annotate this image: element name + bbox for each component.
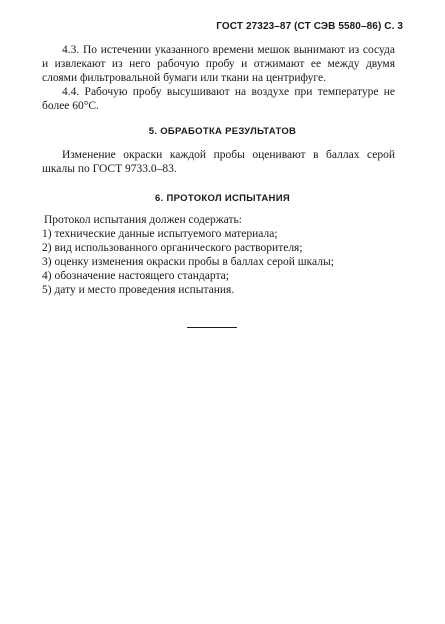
section-6-body	[42, 213, 395, 297]
protocol-intro: Протокол испытания должен содержать:	[44, 214, 242, 226]
protocol-list	[42, 227, 395, 297]
page-header: ГОСТ 27323–87 (СТ СЭВ 5580–86) С. 3	[216, 21, 403, 32]
section-5-text: Изменение окраски каждой пробы оценивают в баллах серой шкалы по ГОСТ 9733.0–83.	[42, 149, 395, 175]
list-item: 1) технические данные испытуемого материала;	[42, 228, 278, 240]
section-5-title: 5. ОБРАБОТКА РЕЗУЛЬТАТОВ	[148, 126, 297, 137]
end-divider	[187, 327, 237, 328]
section-6-title: 6. ПРОТОКОЛ ИСПЫТАНИЯ	[155, 193, 290, 204]
list-item: 3) оценку изменения окраски пробы в баллах серой шкалы;	[42, 256, 334, 268]
clause-4-3: 4.3. По истечении указанного времени мешок вынимают из сосуда и извлекают из него рабочую пробу и отжимают ее между двумя слоями фильтровальной бумаги или ткани на центрифуге.	[42, 44, 395, 84]
clause-4-4: 4.4. Рабочую пробу высушивают на воздухе при температуре не более 60°С.	[42, 86, 395, 112]
section-5-body	[42, 148, 395, 176]
list-item: 2) вид использованного органического растворителя;	[42, 242, 303, 254]
clauses-4-3-4-4	[42, 43, 395, 113]
list-item: 4) обозначение настоящего стандарта;	[42, 270, 229, 282]
list-item: 5) дату и место проведения испытания.	[42, 284, 235, 296]
